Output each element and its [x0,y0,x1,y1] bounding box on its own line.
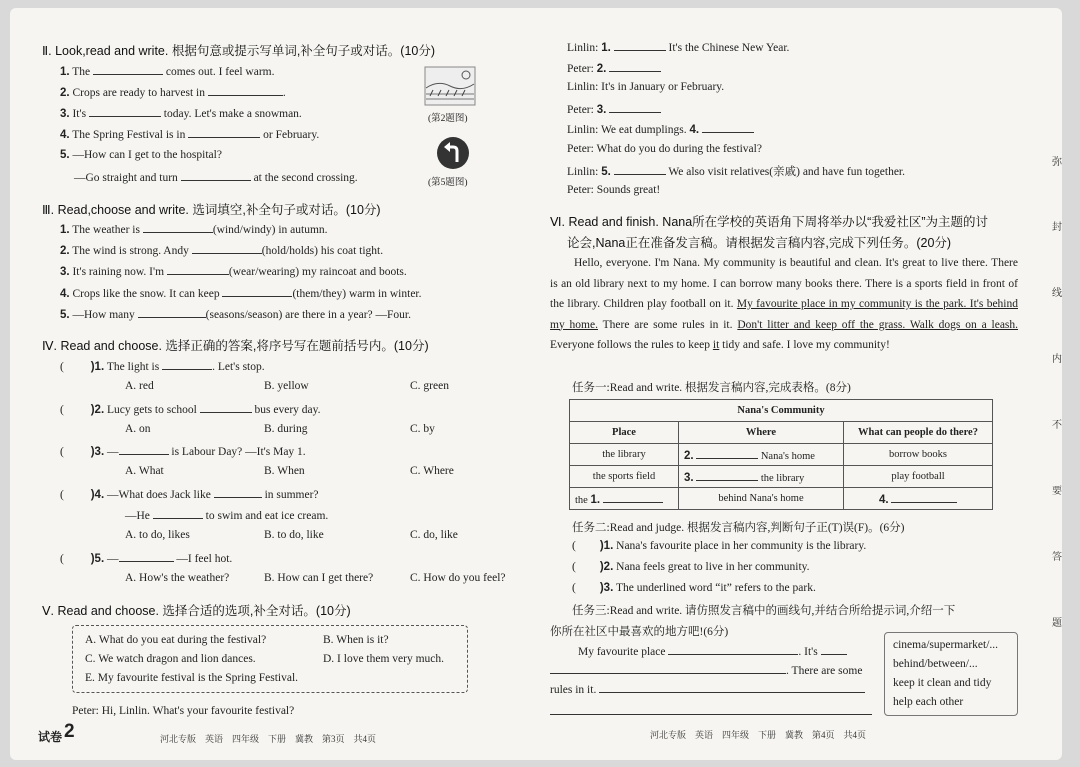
margin-char: 封 [1052,222,1062,233]
answer-blank[interactable] [891,492,957,503]
hint-words-box [884,632,1018,716]
s2-q5: 5. —How can I get to the hospital? [60,149,222,161]
answer-blank[interactable] [609,102,661,113]
judge-2: ( )2. Nana feels great to live in her community. [572,561,810,573]
answer-blank[interactable] [696,470,758,481]
margin-char: 答 [1052,552,1062,563]
s3-q1: 1. The weather is (wind/windy) in autumn. [60,224,328,236]
writing-blank[interactable] [550,714,872,715]
table-row: the library 2. Nana's home borrow books [570,444,993,466]
writing-line-2: . There are some [550,663,862,677]
s5-option-a: A. What do you eat during the festival? [85,634,267,646]
harvest-field-icon [424,66,476,106]
footer-info-left: 河北专版 英语 四年级 下册 冀教 第3页 共4页 [160,734,377,744]
answer-blank[interactable] [696,448,758,459]
answer-blank[interactable] [143,222,213,233]
hint-word: keep it clean and tidy [893,677,992,689]
s4-q1-option-c[interactable]: C. green [410,380,449,392]
section-6-heading-2: 论会,Nana正在准备发言稿。请根据发言稿内容,完成下列任务。(20分) [567,236,952,250]
dialog-line-7: Linlin: 5. We also visit relatives(亲戚) and have fun together. [567,166,905,178]
s4-q4-line2: —He to swim and eat ice cream. [125,510,329,522]
s4-q4-option-c[interactable]: C. do, like [410,529,458,541]
writing-line-1: My favourite place . It's [578,644,847,658]
section-5-heading: Ⅴ. Read and choose. 选择合适的选项,补全对话。(10分) [42,604,351,618]
s2-q3: 3. It's today. Let's make a snowman. [60,108,302,120]
s4-q5: ( )5. — —I feel hot. [60,553,233,565]
s5-option-d: D. I love them very much. [323,653,445,665]
s4-q4: ( )4. —What does Jack like in summer? [60,489,319,501]
answer-blank[interactable] [181,170,251,181]
margin-char: 题 [1052,618,1062,629]
answer-blank[interactable] [119,551,174,562]
s3-q5: 5. —How many (seasons/season) are there in a year? —Four. [60,309,411,321]
s4-q1-option-a[interactable]: A. red [125,380,154,392]
answer-blank[interactable] [153,508,203,519]
s2-q1: 1. The comes out. I feel warm. [60,66,275,78]
s5-option-b: B. When is it? [323,634,389,646]
hint-word: help each other [893,696,964,708]
writing-line-3: rules in it. [550,682,865,696]
s4-q4-option-b[interactable]: B. to do, like [264,529,324,541]
answer-blank[interactable] [609,61,661,72]
col-header-where: Where [679,422,844,444]
table-title: Nana's Community [570,400,993,422]
dialog-line-8: Peter: Sounds great! [567,184,661,196]
figure-2-caption: (第2题图) [428,114,468,124]
exam-sheet [10,8,1062,760]
underlined-word-it: it [712,339,720,351]
table-row: the 1. behind Nana's home 4. [570,488,993,510]
writing-blank[interactable] [668,644,798,655]
answer-blank[interactable] [162,359,212,370]
dialog-line-5: Linlin: We eat dumplings. 4. [567,122,754,136]
section-6-heading-1: Ⅵ. Read and finish. Nana所在学校的英语角下周将举办以“我爱社区”为主题的讨 [550,215,988,229]
dialog-line-2: Peter: 2. [567,61,661,75]
answer-blank[interactable] [167,264,229,275]
underlined-sentence-2: Don't litter and keep off the grass. Walk dogs on a leash. [737,318,1019,331]
footer-label: 试卷 [38,730,63,744]
s3-q4: 4. Crops like the snow. It can keep (them/they) warm in winter. [60,288,422,300]
s4-q3-option-a[interactable]: A. What [125,465,164,477]
footer-page-number: 2 [64,721,75,742]
answer-blank[interactable] [93,64,163,75]
s5-option-e: E. My favourite festival is the Spring Festival. [85,672,299,684]
answer-blank[interactable] [208,85,283,96]
margin-char: 内 [1052,354,1062,365]
s5-option-c: C. We watch dragon and lion dances. [85,653,256,665]
margin-char: 弥 [1052,157,1062,168]
task-1-heading: 任务一:Read and write. 根据发言稿内容,完成表格。(8分) [572,382,851,394]
margin-char: 要 [1052,486,1062,497]
answer-blank[interactable] [119,444,169,455]
s4-q5-option-b[interactable]: B. How can I get there? [264,572,374,584]
dialog-peter-line: Peter: Hi, Linlin. What's your favourite festival? [72,705,295,717]
dialog-line-3: Linlin: It's in January or February. [567,81,725,93]
dialog-line-4: Peter: 3. [567,102,661,116]
writing-blank[interactable] [599,682,865,693]
figure-5-caption: (第5题图) [428,178,468,188]
hint-word: behind/between/... [893,658,978,670]
s4-q3: ( )3. — is Labour Day? —It's May 1. [60,446,306,458]
passage: Hello, everyone. I'm Nana. My community is beautiful and clean. It's great to live there. There is an old library next to my home. I can borrow many books there. There is a sports field in front of the library. Children play football on it. My favourite place in my community is the park. It's behind my home. There are some rules in it. Don't litter and keep off the grass. Walk dogs on a leash. Everyone follows the rules to keep it tidy and safe. I love my community! [550,257,1019,351]
answer-blank[interactable] [89,106,161,117]
s4-q5-option-a[interactable]: A. How's the weather? [125,572,230,584]
task-2-heading: 任务二:Read and judge. 根据发言稿内容,判断句子正(T)误(F)。(6分) [572,522,905,534]
answer-blank[interactable] [222,286,292,297]
task-3-heading-1: 任务三:Read and write. 请仿照发言稿中的画线句,并结合所给提示词,介绍一下 [572,605,956,617]
s4-q2-option-c[interactable]: C. by [410,423,435,435]
judge-3: ( )3. The underlined word “it” refers to the park. [572,582,816,594]
community-table [569,399,993,510]
table-row: the sports field 3. the library play football [570,466,993,488]
answer-blank[interactable] [603,492,663,503]
s3-q3: 3. It's raining now. I'm (wear/wearing) my raincoat and boots. [60,266,407,278]
s4-q2-option-a[interactable]: A. on [125,423,151,435]
answer-blank[interactable] [188,127,260,138]
options-box [72,625,468,693]
answer-blank[interactable] [614,40,666,51]
task-3-heading-2: 你所在社区中最喜欢的地方吧!(6分) [550,626,729,638]
underlined-sentence-1: My favourite place in my community is the park. It's behind my home. [550,298,1018,331]
answer-blank[interactable] [192,243,262,254]
writing-blank[interactable] [821,644,847,655]
s2-q2: 2. Crops are ready to harvest in . [60,87,286,99]
answer-blank[interactable] [200,402,252,413]
section-4-heading: Ⅳ. Read and choose. 选择正确的答案,将序号写在题前括号内。(10分) [42,339,429,353]
writing-blank[interactable] [550,663,786,674]
s4-q5-option-c[interactable]: C. How do you feel? [410,572,506,584]
dialog-line-1: Linlin: 1. It's the Chinese New Year. [567,42,790,54]
col-header-activity: What can people do there? [844,422,993,444]
s4-q3-option-c[interactable]: C. Where [410,465,454,477]
footer-info-right: 河北专版 英语 四年级 下册 冀教 第4页 共4页 [650,730,867,740]
s4-q1-option-b[interactable]: B. yellow [264,380,309,392]
turn-left-sign-icon [436,136,470,170]
s2-q4: 4. The Spring Festival is in or February. [60,129,320,141]
hint-word: cinema/supermarket/... [893,639,999,651]
dialog-line-6: Peter: What do you do during the festival? [567,143,762,155]
margin-char: 线 [1052,288,1062,299]
answer-blank[interactable] [138,307,206,318]
s3-q2: 2. The wind is strong. Andy (hold/holds) his coat tight. [60,245,384,257]
s2-q5-line2: —Go straight and turn at the second crossing. [74,172,358,184]
answer-blank[interactable] [614,164,666,175]
s4-q2-option-b[interactable]: B. during [264,423,308,435]
margin-char: 不 [1052,420,1062,431]
section-3-heading: Ⅲ. Read,choose and write. 选词填空,补全句子或对话。(10分) [42,203,381,217]
s4-q4-option-a[interactable]: A. to do, likes [125,529,190,541]
s4-q2: ( )2. Lucy gets to school bus every day. [60,404,321,416]
answer-blank[interactable] [214,487,262,498]
col-header-place: Place [570,422,679,444]
s4-q1: ( )1. The light is . Let's stop. [60,361,265,373]
answer-blank[interactable] [702,122,754,133]
s4-q3-option-b[interactable]: B. When [264,465,305,477]
section-2-heading: Ⅱ. Look,read and write. 根据句意或提示写单词,补全句子或对话。(10分) [42,44,436,58]
judge-1: ( )1. Nana's favourite place in her community is the library. [572,540,867,552]
